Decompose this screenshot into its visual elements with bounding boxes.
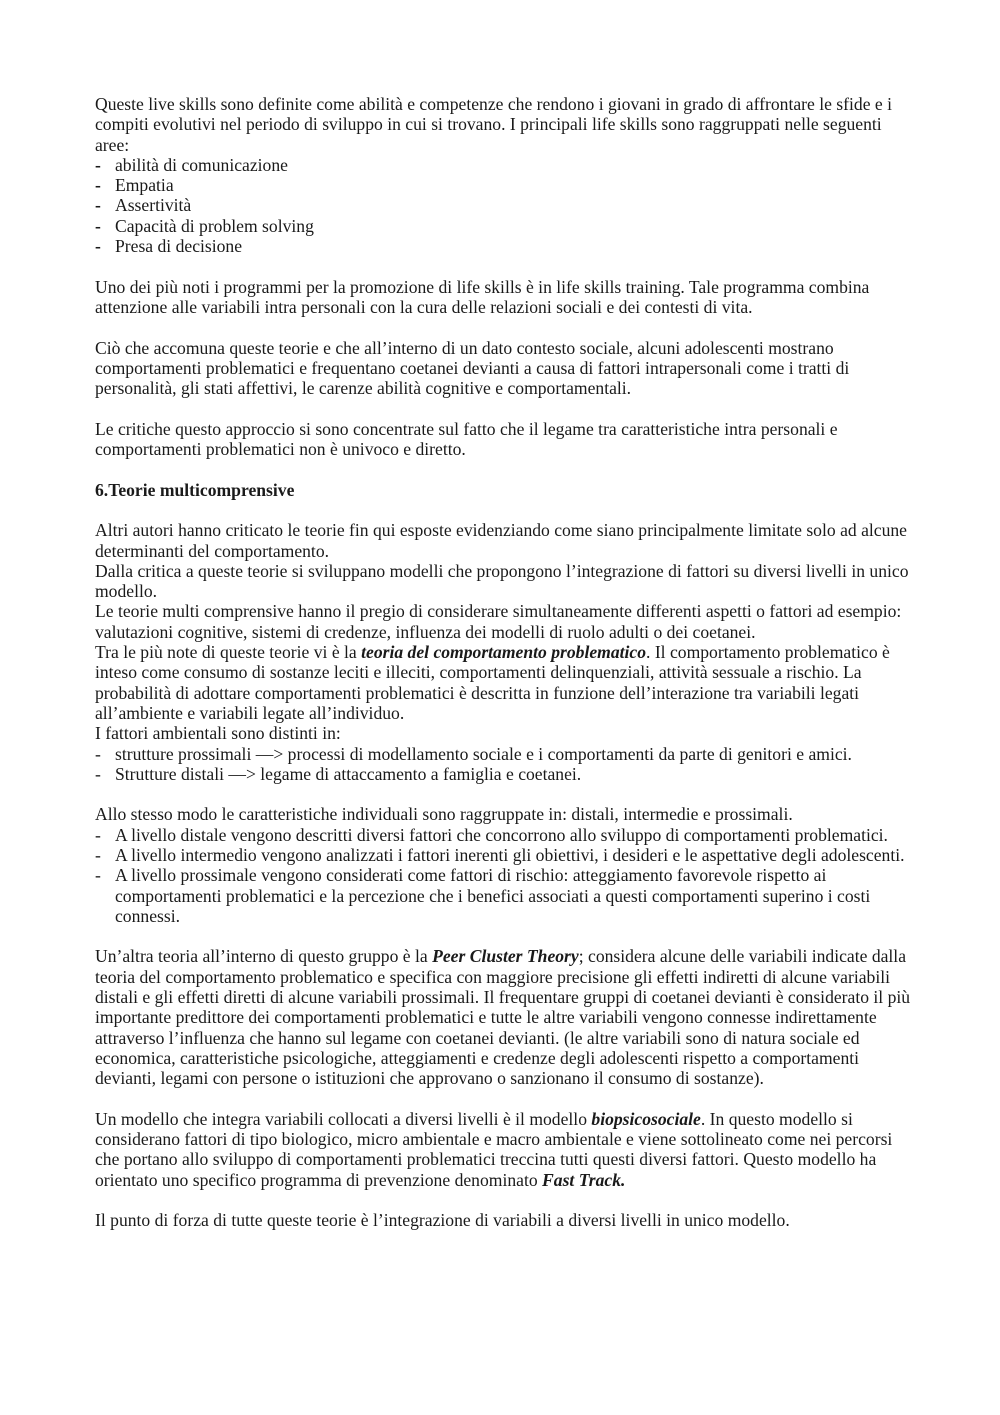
training-paragraph: Uno dei più noti i programmi per la promozione di life skills è in life skills training. Tale programma combina attenzione alle variabili intra personali con la cura delle relazioni sociali e dei contesti di vita. [95,276,870,317]
paragraph: Allo stesso modo le caratteristiche individuali sono raggruppate in: distali, intermedie e prossimali. [95,804,793,825]
text-run: Un modello che integra variabili collocati a diversi livelli è il modello [95,1108,592,1129]
list-item: - Strutture distali —> legame di attaccamento a famiglia e coetanei. [95,764,915,784]
emphasis-term: Peer Cluster Theory [432,946,579,967]
individual-factors-list [95,825,915,926]
paragraph: I fattori ambientali sono distinti in: [95,723,341,744]
list-item: - abilità di comunicazione [95,155,915,175]
biopsychosocial-paragraph [95,1109,915,1190]
list-item: - A livello prossimale vengono considerati come fattori di rischio: atteggiamento favorevole rispetto ai comportamenti problematici e la percezione che i benefici associati a questi comportamenti superino i costi connessi. [95,865,915,926]
list-item: - Empatia [95,175,915,195]
critiche-paragraph: Le critiche questo approccio si sono concentrate sul fatto che il legame tra caratteristiche intra personali e comportamenti problematici non è univoco e diretto. [95,418,838,460]
emphasis-term: Fast Track. [542,1169,626,1190]
list-item: - strutture prossimali —> processi di modellamento sociale e i comportamenti da parte di genitori e amici. [95,744,915,764]
peer-cluster-paragraph [95,946,915,1088]
text-run: ; considera alcune delle variabili indicate dalla teoria del comportamento problematico e specifica con maggiore precisione gli effetti indiretti di alcune variabili distali e gli effetti diretti di alcune variabili prossimali. Il frequentare gruppi di coetanei devianti è considerato il più importante predittore dei comportamenti problematici e tutte le altre variabili vengono connesse indirettamente attraverso l’influenza che hanno sul legame con coetanei devianti. (le altre variabili sono di natura sociale ed economica, caratteristiche psicologiche, atteggiamenti e credenze degli adolescenti rispetto a comportamenti devianti, legami con persone o istituzioni che approvano o sanzionano il consumo di sostanze). [95,946,911,1089]
text-run: Un’altra teoria all’interno di questo gruppo è la [95,946,433,967]
emphasis-term: teoria del comportamento problematico [361,642,647,663]
intro-paragraph: Queste live skills sono definite come abilità e competenze che rendono i giovani in grado di affrontare le sfide e i compiti evolutivi nel periodo di sviluppo in cui si trovano. I principali life skills sono raggruppati nelle seguenti aree: [95,94,892,155]
section-title: 6.Teorie multicomprensive [95,479,295,500]
accomuna-paragraph: Ciò che accomuna queste teorie e che all’interno di un dato contesto sociale, alcuni adolescenti mostrano comportamenti problematici e frequentano coetanei devianti a causa di fattori intrapersonali come i tratti di personalità, gli stati affettivi, le carenze abilità cognitive e comportamentali. [95,337,850,399]
emphasis-term: biopsicosociale [591,1108,701,1129]
paragraph: Le teorie multi comprensive hanno il pregio di considerare simultaneamente differenti aspetti o fattori ad esempio: valutazioni cognitive, sistemi di credenze, influenza dei modelli di ruolo adulti o dei coetanei. [95,601,902,642]
text-run: Tra le più note di queste teorie vi è la [95,642,362,663]
list-item: - Capacità di problem solving [95,216,915,236]
list-item: - A livello intermedio vengono analizzati i fattori inerenti gli obiettivi, i desideri e le aspettative degli adolescenti. [95,845,915,865]
text-run: . In questo modello si considerano fattori di tipo biologico, micro ambientale e macro ambientale e viene sottolineato come nei percorsi che portano allo sviluppo di comportamenti problematici treccina tutti questi diversi fattori. Questo modello ha orientato uno specifico programma di prevenzione denominato [95,1108,893,1190]
document-page [95,94,915,1231]
environmental-factors-list [95,744,915,785]
text-run: . Il comportamento problematico è inteso come consumo di sostanze leciti e illeciti, comportamenti delinquenziali, attività sessuale a rischio. La probabilità di adottare comportamenti problematici è descritta in funzione dell’interazione tra variabili legati all’ambiente e variabili legate all’individuo. [95,642,890,723]
paragraph: Altri autori hanno criticato le teorie fin qui esposte evidenziando come siano principalmente limitate solo ad alcune determinanti del comportamento. [95,520,907,561]
paragraph: Dalla critica a queste teorie si sviluppano modelli che propongono l’integrazione di fattori su diversi livelli in unico modello. [95,560,909,602]
list-item: - Presa di decisione [95,236,915,256]
list-item: - A livello distale vengono descritti diversi fattori che concorrono allo sviluppo di comportamenti problematici. [95,825,915,845]
problem-behavior-paragraph [95,642,915,723]
conclusion-paragraph: Il punto di forza di tutte queste teorie è l’integrazione di variabili a diversi livelli in unico modello. [95,1210,790,1231]
life-skills-list [95,155,915,256]
list-item: - Assertività [95,195,915,215]
